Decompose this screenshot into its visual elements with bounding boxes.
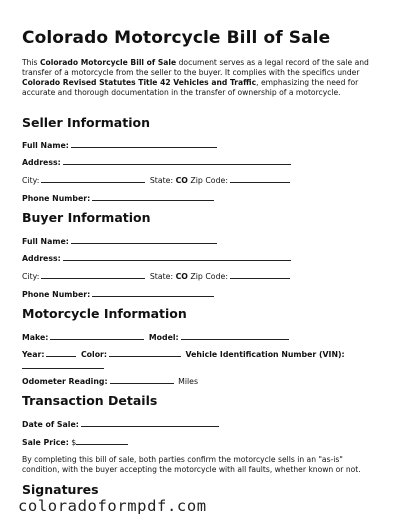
seller-full-name-field[interactable] <box>71 139 217 148</box>
as-is-paragraph: By completing this bill of sale, both parties confirm the motorcycle sells in an "as-is" condition, with the buyer accepting the motorcycle with all faults, whether known or not. <box>22 455 361 474</box>
buyer-zip-field[interactable] <box>230 270 290 279</box>
document-title: Colorado Motorcycle Bill of Sale <box>22 28 331 48</box>
seller-address-field[interactable] <box>63 156 291 165</box>
make-label: Make: <box>22 333 49 342</box>
buyer-phone-row <box>22 288 216 299</box>
signatures-heading: Signatures <box>22 482 99 497</box>
buyer-address-label: Address: <box>22 254 61 263</box>
motorcycle-heading: Motorcycle Information <box>22 306 187 321</box>
vin-field[interactable] <box>22 360 104 369</box>
buyer-zip-label: Zip Code: <box>190 272 228 281</box>
buyer-heading: Buyer Information <box>22 210 151 225</box>
buyer-state-value: CO <box>175 272 188 281</box>
transaction-heading: Transaction Details <box>22 393 158 408</box>
year-color-vin-row <box>22 348 345 359</box>
intro-paragraph <box>22 58 378 98</box>
seller-city-field[interactable] <box>41 174 145 183</box>
currency-symbol: $ <box>71 438 77 447</box>
date-of-sale-field[interactable] <box>81 418 219 427</box>
seller-zip-field[interactable] <box>230 174 290 183</box>
buyer-full-name-label: Full Name: <box>22 237 69 246</box>
buyer-city-label: City: <box>22 272 40 281</box>
vin-field-row <box>22 360 106 371</box>
seller-full-name-label: Full Name: <box>22 141 69 150</box>
year-field[interactable] <box>46 348 76 357</box>
buyer-full-name-field[interactable] <box>71 235 217 244</box>
seller-phone-label: Phone Number: <box>22 194 91 203</box>
seller-address-row <box>22 156 293 167</box>
buyer-city-row <box>22 270 292 281</box>
sale-price-row <box>22 436 130 447</box>
color-field[interactable] <box>109 348 181 357</box>
seller-phone-row <box>22 192 216 203</box>
sale-price-label: Sale Price: <box>22 438 69 447</box>
buyer-address-field[interactable] <box>63 252 291 261</box>
odometer-label: Odometer Reading: <box>22 377 108 386</box>
date-of-sale-row <box>22 418 221 429</box>
intro-text-2: document serves as a legal record of the sale and transfer of a motorcycle from the seller to the buyer. It complies with the specifics under <box>22 58 369 77</box>
watermark-text: coloradoformpdf.com <box>18 497 207 515</box>
miles-label: Miles <box>178 377 199 386</box>
buyer-phone-label: Phone Number: <box>22 290 91 299</box>
year-label: Year: <box>22 350 45 359</box>
seller-phone-field[interactable] <box>92 192 214 201</box>
odometer-field[interactable] <box>110 375 174 384</box>
seller-state-value: CO <box>175 176 188 185</box>
buyer-full-name-row <box>22 235 219 246</box>
sale-price-field[interactable] <box>76 436 128 445</box>
odometer-row <box>22 375 198 386</box>
seller-state-label: State: <box>149 176 174 185</box>
seller-heading: Seller Information <box>22 115 150 130</box>
make-field[interactable] <box>50 331 144 340</box>
intro-text-3: , emphasizing the need for accurate and thorough documentation in the transfer of ownership of a motorcycle. <box>22 78 359 97</box>
buyer-phone-field[interactable] <box>92 288 214 297</box>
seller-zip-label: Zip Code: <box>190 176 228 185</box>
buyer-address-row <box>22 252 293 263</box>
make-model-row <box>22 331 291 342</box>
vin-label: Vehicle Identification Number (VIN): <box>185 350 345 359</box>
color-label: Color: <box>80 350 108 359</box>
buyer-state-label: State: <box>149 272 174 281</box>
date-of-sale-label: Date of Sale: <box>22 420 79 429</box>
model-field[interactable] <box>181 331 289 340</box>
intro-bold-1: Colorado Motorcycle Bill of Sale <box>39 58 177 67</box>
seller-city-label: City: <box>22 176 40 185</box>
model-label: Model: <box>148 333 179 342</box>
seller-city-row <box>22 174 292 185</box>
intro-text-1: This <box>22 58 40 67</box>
seller-address-label: Address: <box>22 158 61 167</box>
intro-bold-2: Colorado Revised Statutes Title 42 Vehicles and Traffic <box>22 78 257 87</box>
seller-full-name-row <box>22 139 219 150</box>
buyer-city-field[interactable] <box>41 270 145 279</box>
